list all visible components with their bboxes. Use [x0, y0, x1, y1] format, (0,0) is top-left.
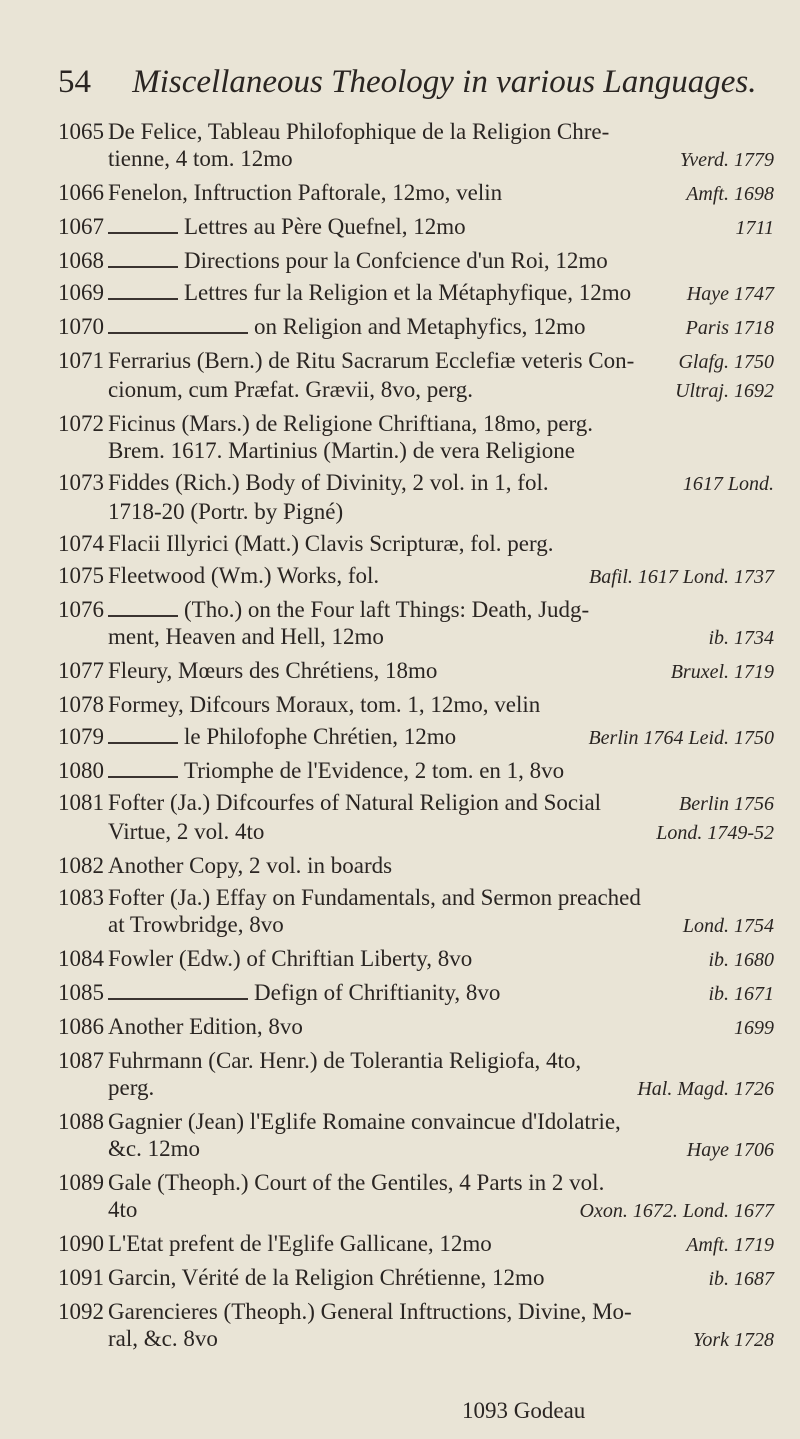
entry-number: 1070	[58, 314, 104, 339]
catalogue-entry	[58, 1169, 774, 1225]
entry-text: Virtue, 2 vol. 4to	[108, 819, 265, 844]
entry-text: Defign of Chriftianity, 8vo	[254, 980, 501, 1005]
entry-number: 1071	[58, 348, 104, 373]
entry-number: 1083	[58, 885, 104, 910]
entry-text: Garencieres (Theoph.) General Inftructions, Divine, Mo-	[108, 1299, 632, 1324]
catalogue-entry	[58, 723, 774, 752]
catalogue-entry	[58, 657, 774, 686]
entry-line	[58, 530, 774, 557]
entry-number: 1075	[58, 563, 104, 588]
entry-text: Garcin, Vérité de la Religion Chrétienne, 12mo	[108, 1265, 545, 1290]
entry-text: Flacii Illyrici (Matt.) Clavis Scripturæ, fol. perg.	[108, 531, 554, 556]
catalogue-entry	[58, 118, 774, 174]
entry-line	[58, 789, 774, 818]
catalogue-entry	[58, 979, 774, 1008]
imprint: Amft. 1698	[686, 183, 774, 205]
entry-text: Fleury, Mœurs des Chrétiens, 18mo	[108, 658, 438, 683]
imprint: Haye 1747	[686, 283, 774, 305]
entry-line	[58, 469, 774, 498]
entry-number: 1081	[58, 790, 104, 815]
catalogue-entry	[58, 1264, 774, 1293]
entry-line	[58, 1169, 774, 1196]
imprint: Lond. 1754	[682, 915, 774, 937]
ditto-rule	[108, 266, 178, 268]
imprint: Oxon. 1672. Lond. 1677	[579, 1200, 774, 1222]
entry-text: Fiddes (Rich.) Body of Divinity, 2 vol. in 1, fol.	[108, 470, 549, 495]
catalogue-entry	[58, 1298, 774, 1354]
entry-number: 1079	[58, 724, 104, 749]
catalogue-entry	[58, 213, 774, 242]
catalogue-entry	[58, 469, 774, 525]
entry-number: 1076	[58, 597, 104, 622]
catalogue-entry	[58, 884, 774, 940]
catalogue-entry	[58, 247, 774, 274]
entry-line	[58, 979, 774, 1008]
entry-text: Fowler (Edw.) of Chriftian Liberty, 8vo	[108, 946, 473, 971]
entry-text: Lettres au Père Quefnel, 12mo	[184, 214, 466, 239]
page-header	[58, 64, 758, 101]
entry-text: on Religion and Metaphyfics, 12mo	[254, 314, 586, 339]
entry-line	[58, 437, 774, 464]
entry-line	[58, 179, 774, 208]
entry-text: Ferrarius (Bern.) de Ritu Sacrarum Ecclefiæ veteris Con-	[108, 348, 635, 373]
entry-text: L'Etat prefent de l'Eglife Gallicane, 12mo	[108, 1231, 492, 1256]
ditto-rule	[108, 332, 248, 334]
catalogue-entry	[58, 313, 774, 342]
entry-line	[58, 852, 774, 879]
imprint: Yverd. 1779	[679, 149, 774, 171]
imprint: Berlin 1764 Leid. 1750	[588, 727, 774, 749]
entry-line	[58, 498, 774, 525]
catalogue-entry	[58, 596, 774, 652]
entry-line	[58, 376, 774, 405]
entry-line	[58, 1047, 774, 1074]
entry-text: cionum, cum Præfat. Grævii, 8vo, perg.	[108, 377, 473, 402]
imprint: Berlin 1756	[679, 793, 774, 815]
imprint: Hal. Magd. 1726	[637, 1078, 774, 1100]
ditto-rule	[108, 232, 178, 234]
imprint: 1699	[734, 1017, 774, 1039]
imprint: ib. 1671	[708, 983, 774, 1005]
entry-line	[58, 1135, 774, 1164]
entry-number: 1067	[58, 214, 104, 239]
entry-text: Fuhrmann (Car. Henr.) de Tolerantia Religiofa, 4to,	[108, 1048, 582, 1073]
catalogue-entry	[58, 410, 774, 464]
entry-number: 1085	[58, 980, 104, 1005]
imprint: Lond. 1749-52	[656, 822, 774, 844]
entry-number: 1089	[58, 1170, 104, 1195]
imprint: York 1728	[693, 1329, 774, 1351]
catalogue-entry	[58, 1013, 774, 1042]
entry-text: 4to	[108, 1197, 138, 1222]
entry-text: Another Edition, 8vo	[108, 1014, 303, 1039]
entry-number: 1077	[58, 658, 104, 683]
catalogue-entry	[58, 757, 774, 784]
entry-text: le Philofophe Chrétien, 12mo	[184, 724, 457, 749]
entry-text: Another Copy, 2 vol. in boards	[108, 853, 393, 878]
entry-text: Triomphe de l'Evidence, 2 tom. en 1, 8vo	[184, 758, 565, 783]
entry-number: 1080	[58, 758, 104, 783]
imprint: ib. 1687	[708, 1268, 774, 1290]
entry-line	[58, 757, 774, 784]
ditto-rule	[108, 998, 248, 1000]
page-title: Miscellaneous Theology in various Languages.	[132, 64, 757, 100]
catalogue-entry	[58, 852, 774, 879]
imprint: 1617 Lond.	[682, 473, 774, 495]
imprint: ib. 1734	[708, 627, 774, 649]
entry-line	[58, 623, 774, 652]
entry-number: 1068	[58, 248, 104, 273]
entry-line	[58, 884, 774, 911]
entry-text: Lettres fur la Religion et la Métaphyfique, 12mo	[184, 280, 632, 305]
entry-number: 1084	[58, 946, 104, 971]
entry-line	[58, 247, 774, 274]
entry-number: 1066	[58, 180, 104, 205]
imprint: 1711	[735, 217, 774, 239]
entry-number: 1092	[58, 1299, 104, 1324]
ditto-rule	[108, 298, 178, 300]
entry-line	[58, 691, 774, 718]
entry-text: Directions pour la Confcience d'un Roi, 12mo	[184, 248, 608, 273]
entry-text: tienne, 4 tom. 12mo	[108, 146, 293, 171]
entry-number: 1090	[58, 1231, 104, 1256]
entry-number: 1088	[58, 1109, 104, 1134]
catalogue-entry	[58, 179, 774, 208]
entry-text: Fofter (Ja.) Difcourfes of Natural Religion and Social	[108, 790, 602, 815]
entry-number: 1065	[58, 119, 104, 144]
imprint: Amft. 1719	[686, 1234, 774, 1256]
entry-line	[58, 145, 774, 174]
entry-text: 1718-20 (Portr. by Pigné)	[108, 499, 344, 524]
entry-number: 1074	[58, 531, 104, 556]
entry-line	[58, 1325, 774, 1354]
entry-number: 1091	[58, 1265, 104, 1290]
ditto-rule	[108, 615, 178, 617]
catalogue-entry	[58, 1230, 774, 1259]
catalogue-entry	[58, 347, 774, 405]
imprint: Bruxel. 1719	[670, 661, 774, 683]
entry-text: at Trowbridge, 8vo	[108, 912, 284, 937]
entry-line	[58, 818, 774, 847]
imprint: Haye 1706	[686, 1139, 774, 1161]
entry-line	[58, 596, 774, 623]
entry-line	[58, 313, 774, 342]
entry-text: Fofter (Ja.) Effay on Fundamentals, and Sermon preached	[108, 885, 641, 910]
entry-line	[58, 657, 774, 686]
catchword: 1093 Godeau	[462, 1398, 586, 1423]
entry-number: 1072	[58, 411, 104, 436]
entry-number: 1082	[58, 853, 104, 878]
imprint: Bafil. 1617 Lond. 1737	[588, 566, 774, 588]
entry-line	[58, 945, 774, 974]
entry-line	[58, 562, 774, 591]
entry-line	[58, 279, 774, 308]
entry-text: &c. 12mo	[108, 1136, 200, 1161]
entry-text: Gale (Theoph.) Court of the Gentiles, 4 Parts in 2 vol.	[108, 1170, 605, 1195]
entry-number: 1086	[58, 1014, 104, 1039]
catalogue-entry	[58, 279, 774, 308]
ditto-rule	[108, 742, 178, 744]
entry-line	[58, 1074, 774, 1103]
page-number: 54	[58, 64, 91, 100]
entry-text: Ficinus (Mars.) de Religione Chriftiana, 18mo, perg.	[108, 411, 594, 436]
entry-text: Fenelon, Inftruction Paftorale, 12mo, velin	[108, 180, 503, 205]
imprint: Ultraj. 1692	[675, 380, 774, 402]
entry-text: (Tho.) on the Four laft Things: Death, Judg-	[184, 597, 590, 622]
catalogue-entry	[58, 1108, 774, 1164]
entry-line	[58, 1264, 774, 1293]
catalogue-entry	[58, 789, 774, 847]
entry-text: Brem. 1617. Martinius (Martin.) de vera Religione	[108, 438, 575, 463]
entry-number: 1069	[58, 280, 104, 305]
entry-text: Fleetwood (Wm.) Works, fol.	[108, 563, 380, 588]
catalogue-entry	[58, 530, 774, 557]
entry-line	[58, 1013, 774, 1042]
entry-text: ral, &c. 8vo	[108, 1326, 218, 1351]
entry-line	[58, 1298, 774, 1325]
entry-number: 1078	[58, 692, 104, 717]
entry-number: 1073	[58, 470, 104, 495]
entry-line	[58, 213, 774, 242]
entry-number: 1087	[58, 1048, 104, 1073]
entry-line	[58, 347, 774, 376]
imprint: ib. 1680	[708, 949, 774, 971]
catalogue-entry	[58, 1047, 774, 1103]
entry-line	[58, 1196, 774, 1225]
entry-line	[58, 410, 774, 437]
imprint: Glafg. 1750	[678, 351, 774, 373]
catalogue-entry	[58, 562, 774, 591]
entry-text: De Felice, Tableau Philofophique de la Religion Chre-	[108, 119, 610, 144]
entry-line	[58, 911, 774, 940]
catalogue-entry	[58, 945, 774, 974]
catalogue-entry	[58, 691, 774, 718]
entry-line	[58, 723, 774, 752]
imprint: Paris 1718	[685, 317, 774, 339]
entry-line	[58, 1108, 774, 1135]
entry-line	[58, 118, 774, 145]
entry-line	[58, 1230, 774, 1259]
entry-text: ment, Heaven and Hell, 12mo	[108, 624, 384, 649]
entry-list	[58, 118, 774, 1359]
entry-text: Gagnier (Jean) l'Eglife Romaine convaincue d'Idolatrie,	[108, 1109, 621, 1134]
ditto-rule	[108, 776, 178, 778]
entry-text: perg.	[108, 1075, 155, 1100]
entry-text: Formey, Difcours Moraux, tom. 1, 12mo, velin	[108, 692, 541, 717]
